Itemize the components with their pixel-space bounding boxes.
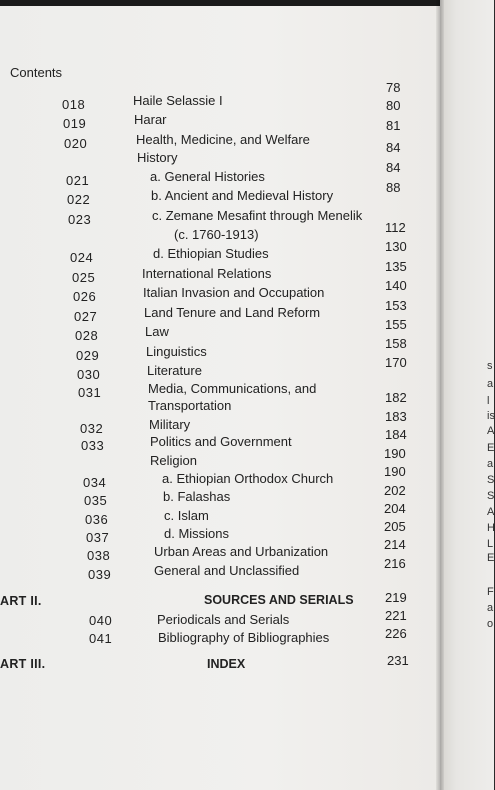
entry-number: 037	[86, 530, 110, 545]
entry-page: 184	[385, 427, 407, 442]
entry-title: Bibliography of Bibliographies	[158, 630, 330, 645]
entry-page: 80	[386, 98, 401, 113]
entry-number: 040	[89, 613, 113, 628]
entry-number: 021	[66, 173, 90, 188]
margin-letter: s	[487, 360, 493, 372]
entry-title: General and Unclassified	[154, 563, 300, 578]
entry-page: 205	[384, 519, 406, 534]
margin-letter: E	[487, 552, 495, 564]
entry-title: Military	[149, 417, 191, 432]
margin-letter: L	[487, 538, 494, 550]
entry-number: 024	[70, 250, 94, 265]
entry-number: 025	[72, 270, 96, 285]
entry-title: d. Missions	[164, 526, 230, 541]
entry-title: b. Ancient and Medieval History	[151, 188, 334, 203]
part-two-label: ART II.	[0, 594, 42, 608]
part-two-title: SOURCES AND SERIALS	[204, 593, 354, 607]
entry-number: 038	[87, 548, 111, 563]
entry-title: International Relations	[142, 266, 272, 281]
entry-title: Literature	[147, 363, 202, 378]
entry-title: Linguistics	[146, 344, 207, 359]
entry-page: 190	[384, 464, 406, 479]
entry-number: 032	[80, 421, 104, 436]
entry-page: 84	[386, 160, 401, 175]
margin-letter: a	[487, 602, 494, 614]
entry-number: 029	[76, 348, 100, 363]
entry-title: Harar	[134, 112, 167, 127]
entry-number: 022	[67, 192, 91, 207]
part-two-page: 219	[385, 590, 407, 605]
entry-page: 153	[385, 298, 407, 313]
entry-page: 84	[386, 140, 401, 155]
entry-title: d. Ethiopian Studies	[153, 246, 269, 261]
margin-letter: S	[487, 474, 495, 486]
part-three-label: ART III.	[0, 657, 46, 671]
entry-number: 036	[85, 512, 109, 527]
margin-letter: H	[487, 522, 495, 534]
entry-title: a. General Histories	[150, 169, 265, 184]
margin-letter: a	[487, 458, 494, 470]
entry-title: Land Tenure and Land Reform	[144, 305, 321, 320]
entry-number: 018	[62, 97, 86, 112]
entry-title: Italian Invasion and Occupation	[143, 285, 325, 300]
entry-title: b. Falashas	[163, 489, 231, 504]
entry-number: 030	[77, 367, 101, 382]
entry-number: 023	[68, 212, 92, 227]
contents-header: Contents	[10, 65, 63, 80]
entry-title: Transportation	[148, 398, 232, 413]
entry-number: 039	[88, 567, 112, 582]
entry-page: 158	[385, 336, 407, 351]
entry-page: 112	[385, 220, 406, 235]
entry-page: 155	[385, 317, 407, 332]
entry-number: 027	[74, 309, 98, 324]
entry-page: 88	[386, 180, 401, 195]
entry-number: 020	[64, 136, 88, 151]
entry-page: 81	[386, 118, 401, 133]
entry-page: 78	[386, 80, 401, 95]
entry-page: 221	[385, 608, 407, 623]
margin-letter: S	[487, 490, 495, 502]
entry-page: 216	[384, 556, 406, 571]
entry-number: 028	[75, 328, 99, 343]
margin-letter: A	[487, 506, 495, 518]
entry-number: 019	[63, 116, 87, 131]
entry-number: 041	[89, 631, 113, 646]
margin-letter: A	[487, 425, 495, 437]
right-page	[440, 0, 494, 790]
entry-page: 182	[385, 390, 407, 405]
entry-title: Media, Communications, and	[148, 381, 317, 396]
margin-letter: F	[487, 586, 494, 598]
entry-title: Law	[145, 324, 169, 339]
entry-number: 026	[73, 289, 97, 304]
entry-title: Religion	[150, 453, 197, 468]
entry-page: 183	[385, 409, 407, 424]
entry-page: 140	[385, 278, 407, 293]
entry-title: History	[137, 150, 178, 165]
entry-title: Haile Selassie I	[133, 93, 223, 108]
entry-page: 190	[384, 446, 406, 461]
margin-letter: a	[487, 378, 494, 390]
entry-title: a. Ethiopian Orthodox Church	[162, 471, 334, 486]
entry-page: 226	[385, 626, 407, 641]
entry-number: 031	[78, 385, 102, 400]
entry-page: 214	[384, 537, 406, 552]
entry-number: 034	[83, 475, 107, 490]
margin-letter: is	[487, 410, 495, 422]
entry-title: c. Islam	[164, 508, 209, 523]
entry-number: 035	[84, 493, 108, 508]
entry-page: 170	[385, 355, 407, 370]
book-gutter	[436, 0, 444, 790]
entry-page: 202	[384, 483, 406, 498]
entry-page: 204	[384, 501, 406, 516]
entry-title: Periodicals and Serials	[157, 612, 290, 627]
entry-title: (c. 1760-1913)	[174, 227, 259, 242]
entry-page: 130	[385, 239, 407, 254]
margin-letter: E	[487, 442, 495, 454]
entry-title: c. Zemane Mesafint through Menelik	[152, 208, 363, 223]
margin-letter: l	[487, 395, 490, 407]
entry-title: Health, Medicine, and Welfare	[136, 132, 310, 147]
entry-number: 033	[81, 438, 105, 453]
entry-page: 135	[385, 259, 407, 274]
part-three-title: INDEX	[207, 657, 246, 671]
entry-title: Urban Areas and Urbanization	[154, 544, 329, 559]
entry-title: Politics and Government	[150, 434, 292, 449]
margin-letter: o	[487, 618, 494, 630]
part-three-page: 231	[387, 653, 409, 668]
